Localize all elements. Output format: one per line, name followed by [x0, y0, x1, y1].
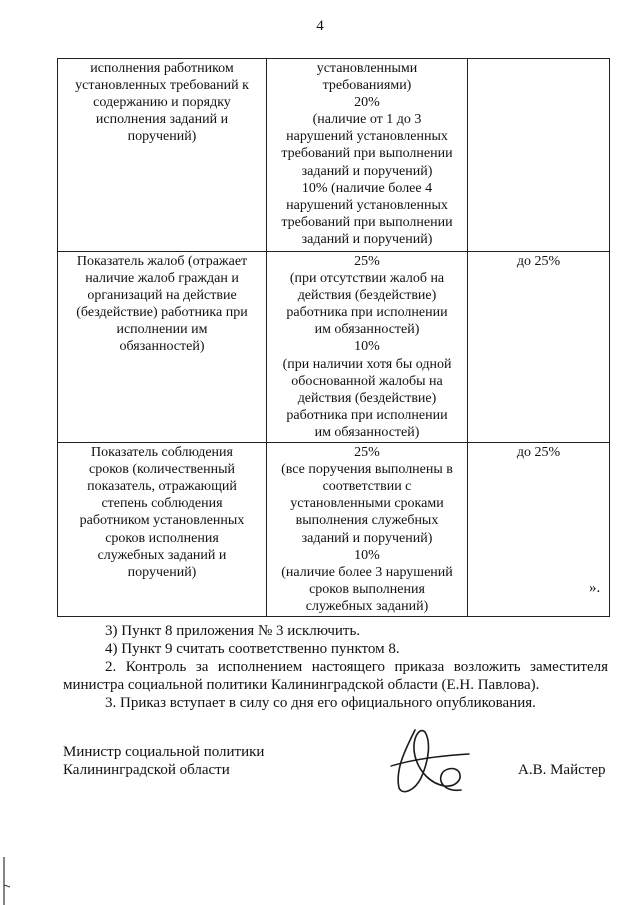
- cell-line: поручений): [127, 564, 197, 580]
- cell-line: 10%: [354, 339, 380, 355]
- cell-line: установленных требований к: [75, 78, 249, 94]
- cell-line: работником установленных: [79, 513, 245, 529]
- cell-line: (бездействие) работника при: [76, 305, 248, 321]
- paragraph-item-4: 4) Пункт 9 считать соответственно пунктом 8.: [105, 641, 400, 657]
- margin-mark: [0, 855, 14, 905]
- cell-line: 25%: [354, 445, 380, 461]
- cell-line: Показатель соблюдения: [91, 445, 233, 461]
- cell-line: требованиями): [322, 78, 412, 94]
- cell-line: выполнения служебных: [295, 513, 439, 529]
- cell-line: требований при выполнении: [281, 146, 453, 162]
- cell-line: (наличие от 1 до 3: [312, 112, 422, 128]
- table-row: [58, 59, 610, 252]
- table-row: [58, 443, 610, 617]
- cell-line: им обязанностей): [314, 424, 420, 440]
- cell-line: заданий и поручений): [301, 231, 433, 247]
- score-cell: [267, 59, 468, 252]
- cell-line: наличие жалоб граждан и: [85, 271, 239, 287]
- score-cell: [267, 252, 468, 443]
- max-cell: до 25%: [468, 252, 610, 443]
- cell-line: требований при выполнении: [281, 214, 453, 230]
- criterion-cell: [58, 443, 267, 617]
- cell-line: сроков выполнения: [309, 581, 425, 597]
- cell-line: (наличие более 3 нарушений: [281, 564, 453, 580]
- cell-line: служебных заданий): [305, 598, 429, 614]
- criterion-cell: [58, 59, 267, 252]
- handwritten-signature: [385, 720, 475, 800]
- cell-line: 25%: [354, 254, 380, 269]
- cell-line: работника при исполнении: [286, 305, 448, 321]
- cell-line: исполнении им: [116, 322, 208, 338]
- cell-line: исполнения работником: [90, 61, 234, 76]
- cell-line: установленными сроками: [290, 496, 444, 512]
- cell-line: сроков исполнения: [105, 530, 219, 546]
- paragraph-effective-date: 3. Приказ вступает в силу со дня его официального опубликования.: [105, 695, 536, 711]
- signatory-position: [63, 743, 264, 779]
- paragraph-item-3: 3) Пункт 8 приложения № 3 исключить.: [105, 623, 361, 639]
- cell-line: Показатель жалоб (отражает: [76, 254, 248, 269]
- max-cell: [468, 59, 610, 252]
- cell-line: работника при исполнении: [286, 407, 448, 423]
- cell-line: заданий и поручений): [301, 163, 433, 179]
- closing-quote: ».: [589, 580, 601, 596]
- cell-line: показатель, отражающий: [87, 479, 237, 495]
- cell-line: поручений): [127, 129, 197, 145]
- cell-line: им обязанностей): [314, 322, 420, 338]
- cell-line: действия (бездействие): [297, 390, 437, 406]
- cell-line: соответствии с: [322, 479, 412, 495]
- cell-line: действия (бездействие): [297, 288, 437, 304]
- cell-line: 10% (наличие более 4: [301, 180, 433, 196]
- paragraph-control: 2. Контроль за исполнением настоящего приказа возложить заместителя министра социальной политики Калининградской области (Е.Н. Павлова).: [63, 659, 608, 693]
- table-row: [58, 252, 610, 443]
- max-cell: до 25%: [468, 443, 610, 617]
- cell-line: сроков (количественный: [88, 462, 236, 478]
- signatory-position-line-1: Министр социальной политики: [63, 744, 265, 760]
- cell-line: степень соблюдения: [101, 496, 223, 512]
- cell-line: содержанию и порядку: [93, 95, 231, 111]
- cell-line: нарушений установленных: [286, 129, 448, 145]
- cell-line: нарушений установленных: [286, 197, 448, 213]
- signatory-position-line-2: Калининградской области: [63, 762, 230, 778]
- cell-line: служебных заданий и: [97, 547, 227, 563]
- cell-line: исполнения заданий и: [95, 112, 229, 128]
- cell-line: 10%: [354, 547, 380, 563]
- cell-line: (при отсутствии жалоб на: [289, 271, 445, 287]
- cell-line: (все поручения выполнены в: [281, 462, 453, 478]
- criteria-table: [57, 58, 610, 617]
- criterion-cell: [58, 252, 267, 443]
- cell-line: установленными: [316, 61, 418, 76]
- cell-line: (при наличии хотя бы одной: [282, 356, 452, 372]
- score-cell: [267, 443, 468, 617]
- cell-line: организаций на действие: [87, 288, 237, 304]
- cell-line: заданий и поручений): [301, 530, 433, 546]
- page-number: 4: [316, 18, 324, 34]
- cell-line: обоснованной жалобы на: [291, 373, 443, 389]
- cell-line: 20%: [354, 95, 380, 111]
- cell-line: обязанностей): [119, 339, 205, 355]
- signatory-name: А.В. Майстер: [518, 762, 606, 778]
